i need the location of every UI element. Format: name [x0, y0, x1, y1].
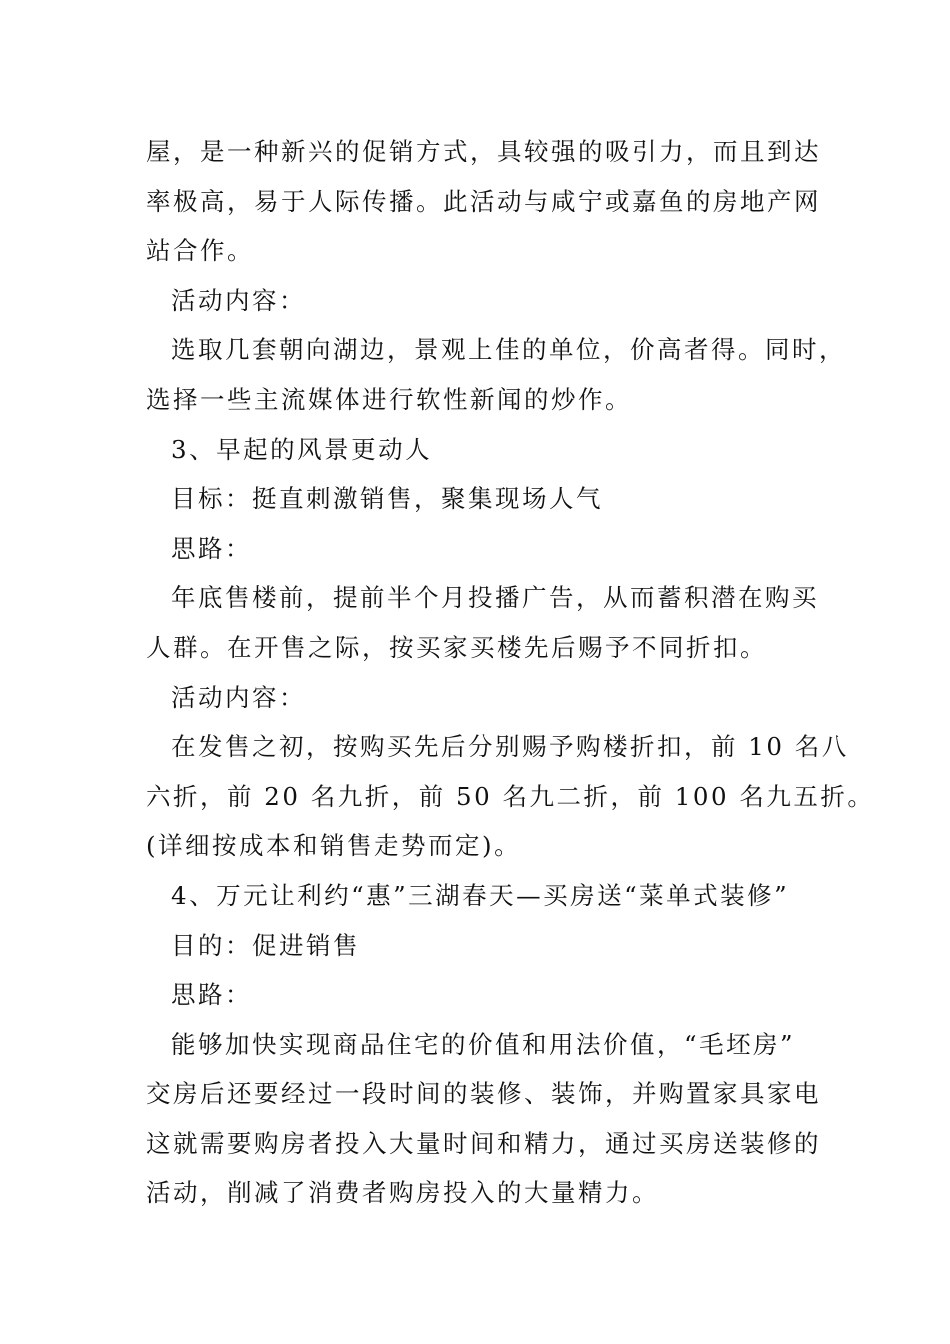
paragraph-line: 年底售楼前，提前半个月投播广告，从而蓄积潜在购买 — [171, 583, 819, 613]
paragraph-line: 这就需要购房者投入大量时间和精力，通过买房送装修的 — [146, 1128, 821, 1158]
paragraph-line: (详细按成本和销售走势而定)。 — [146, 831, 522, 861]
paragraph-line: 人群。在开售之际，按买家买楼先后赐予不同折扣。 — [146, 632, 767, 662]
section-heading: 4、万元让利约“惠”三湖春天—买房送“菜单式装修” — [171, 880, 790, 910]
paragraph-line: 在发售之初，按购买先后分别赐予购楼折扣，前 10 名八 — [171, 732, 849, 762]
section-label: 活动内容： — [171, 682, 306, 712]
section-heading: 3、早起的风景更动人 — [171, 434, 433, 464]
paragraph-line: 交房后还要经过一段时间的装修、装饰，并购置家具家电 — [146, 1079, 821, 1109]
paragraph-line: 选取几套朝向湖边，景观上佳的单位，价高者得。同时， — [171, 335, 846, 365]
document-body — [146, 127, 875, 1218]
paragraph-line: 活动，削减了消费者购房投入的大量精力。 — [146, 1178, 659, 1208]
paragraph-line: 率极高，易于人际传播。此活动与咸宁或嘉鱼的房地产网 — [146, 186, 821, 216]
paragraph-line: 选择一些主流媒体进行软性新闻的炒作。 — [146, 384, 632, 414]
paragraph-line: 屋，是一种新兴的促销方式，具较强的吸引力，而且到达 — [146, 137, 821, 166]
paragraph-line: 站合作。 — [146, 236, 254, 266]
paragraph-line: 能够加快实现商品住宅的价值和用法价值，“毛坯房” — [171, 1029, 796, 1059]
section-label: 思路： — [171, 980, 252, 1010]
section-label: 思路： — [171, 533, 252, 563]
section-label: 目标：挺直刺激销售，聚集现场人气 — [171, 484, 603, 514]
paragraph-line: 六折，前 20 名九折，前 50 名九二折，前 100 名九五折。 — [146, 781, 875, 811]
section-label: 目的：促进销售 — [171, 930, 360, 960]
section-label: 活动内容： — [171, 285, 306, 315]
